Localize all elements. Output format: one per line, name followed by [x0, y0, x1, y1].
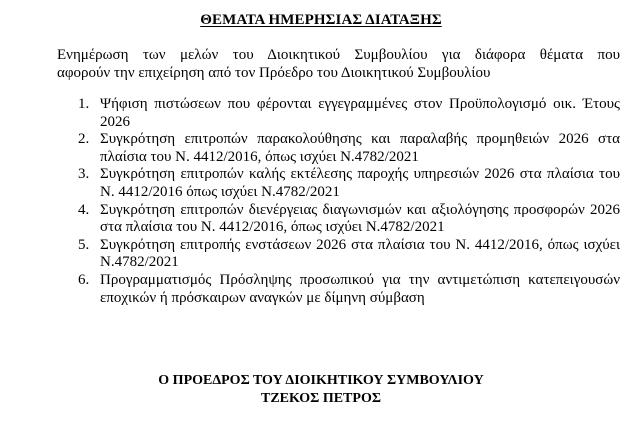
agenda-item-number: 2.: [78, 131, 90, 148]
agenda-item: [78, 131, 620, 166]
signature-block: [0, 372, 642, 408]
intro-line-1: Ενημέρωση των μελών του Διοικητικού Συμβουλίου για διάφορα θέματα που: [57, 47, 620, 63]
agenda-list: [78, 96, 620, 307]
agenda-item-text: Συγκρότηση επιτροπών καλής εκτέλεσης παροχής υπηρεσιών 2026 στα πλαίσια του Ν. 4412/2016 όπως ισχύει Ν.4782/2021: [100, 166, 620, 200]
agenda-item-text: Προγραμματισμός Πρόσληψης προσωπικού για την αντιμετώπιση κατεπειγουσών εποχικών ή πρόσκαιρων αναγκών με δίμηνη σύμβαση: [100, 271, 620, 306]
agenda-item-number: 4.: [78, 201, 90, 218]
agenda-item: [78, 202, 620, 237]
intro-line-2: αφορούν την επιχείρηση από τον Πρόεδρο του Διοικητικού Συμβουλίου: [57, 65, 491, 81]
agenda-item: [78, 272, 620, 307]
agenda-item: [78, 166, 620, 201]
agenda-item-number: 6.: [78, 271, 90, 288]
agenda-item-number: 1.: [78, 96, 90, 112]
agenda-item-text: Συγκρότηση επιτροπής ενστάσεων 2026 στα πλαίσια του Ν. 4412/2016, όπως ισχύει Ν.4782/2021: [100, 236, 620, 271]
agenda-item-text: Ψήφιση πιστώσεων που φέρονται εγγεγραμμένες στον Προϋπολογισμό οικ. Έτους 2026: [100, 96, 620, 130]
agenda-item-text: Συγκρότηση επιτροπών διενέργειας διαγωνισμών και αξιολόγησης προσφορών 2026 στα πλαίσια του Ν. 4412/2016, όπως ισχύει Ν.4782/2021: [100, 201, 620, 236]
document-title: ΘΕΜΑΤΑ ΗΜΕΡΗΣΙΑΣ ΔΙΑΤΑΞΗΣ: [200, 12, 442, 28]
agenda-item-number: 5.: [78, 236, 90, 253]
agenda-item: [78, 96, 620, 131]
intro-paragraph: [57, 46, 620, 82]
agenda-item: [78, 237, 620, 272]
agenda-item-number: 3.: [78, 166, 90, 183]
agenda-item-text: Συγκρότηση επιτροπών παρακολούθησης και παραλαβής προμηθειών 2026 στα πλαίσια του Ν. 4412/2016, όπως ισχύει Ν.4782/2021: [100, 131, 620, 165]
signature-name: ΤΖΕΚΟΣ ΠΕΤΡΟΣ: [260, 391, 381, 406]
signature-role: Ο ΠΡΟΕΔΡΟΣ ΤΟΥ ΔΙΟΙΚΗΤΙΚΟΥ ΣΥΜΒΟΥΛΙΟΥ: [158, 373, 484, 388]
